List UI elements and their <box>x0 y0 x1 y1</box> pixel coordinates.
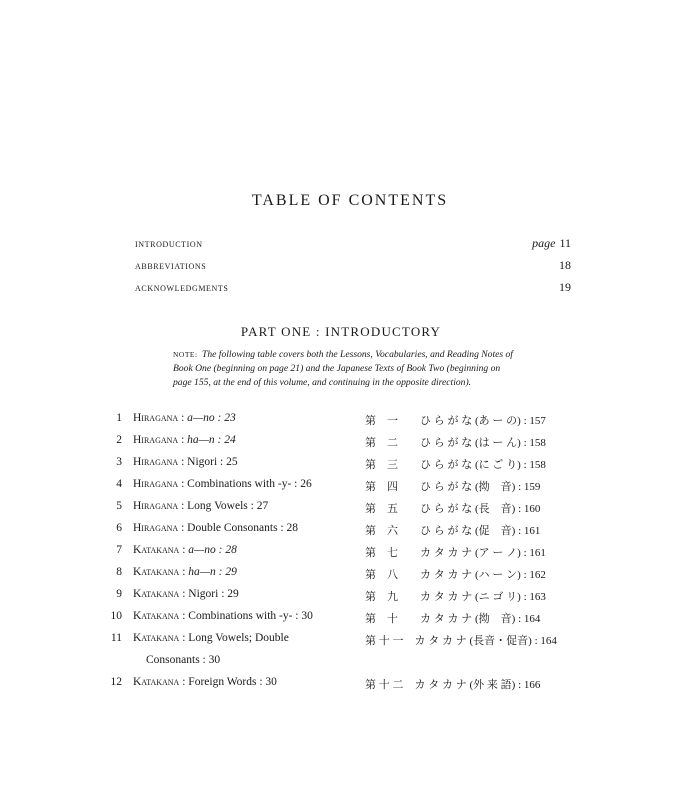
lesson-title <box>133 478 312 490</box>
front-matter-page: 18 <box>559 258 571 272</box>
separator: : <box>178 522 188 534</box>
japanese-title: 第 五 ひ ら が な (長 音) : 160 <box>365 503 541 515</box>
script-name: Katakana <box>133 676 180 688</box>
script-name: Katakana <box>133 610 180 622</box>
separator: : <box>178 434 188 446</box>
lesson-topic: a—no : 23 <box>187 412 236 424</box>
contents-row <box>0 632 700 652</box>
front-matter-label: ABBREVIATIONS <box>135 262 207 271</box>
lesson-title <box>133 610 313 622</box>
contents-row <box>0 676 700 696</box>
lesson-topic: Double Consonants : 28 <box>187 522 299 534</box>
page-title: TABLE OF CONTENTS <box>251 192 449 209</box>
japanese-title: 第 十 二 カ タ カ ナ (外 来 語) : 166 <box>365 679 541 691</box>
lesson-number: 2 <box>116 434 122 446</box>
lesson-title <box>133 676 277 688</box>
lesson-topic: ha—n : 24 <box>187 434 236 446</box>
lesson-number: 9 <box>116 588 122 600</box>
note-tag: NOTE: <box>173 350 198 359</box>
contents-row <box>0 566 700 586</box>
lesson-topic: ha—n : 29 <box>188 566 237 578</box>
separator: : <box>179 566 189 578</box>
lesson-title <box>133 544 237 556</box>
lesson-title <box>133 522 298 534</box>
japanese-title: 第 十 カ タ カ ナ (拗 音) : 164 <box>365 613 541 625</box>
front-matter-page <box>532 236 571 251</box>
lesson-title <box>133 566 237 578</box>
contents-row <box>0 500 700 520</box>
contents-row <box>0 434 700 454</box>
japanese-title: 第 一 ひ ら が な (あ ー の) : 157 <box>365 415 546 427</box>
japanese-title: 第 三 ひ ら が な (に ご り) : 158 <box>365 459 546 471</box>
lesson-topic: Nigori : 25 <box>187 456 238 468</box>
separator: : <box>179 632 189 644</box>
japanese-title: 第 十 一 カ タ カ ナ (長音・促音) : 164 <box>365 635 557 647</box>
script-name: Katakana <box>133 588 180 600</box>
script-name: Hiragana <box>133 522 179 534</box>
japanese-title: 第 六 ひ ら が な (促 音) : 161 <box>365 525 541 537</box>
lesson-number: 3 <box>116 456 122 468</box>
script-name: Hiragana <box>133 500 179 512</box>
note-text: The following table covers both the Lessons, Vocabularies, and Reading Notes of Book One (beginning on page 21) and the Japanese Texts of Book Two (beginning on page 155, at the end of this volume, and continuing in the opposite direction). <box>173 349 513 388</box>
script-name: Hiragana <box>133 456 179 468</box>
japanese-title: 第 四 ひ ら が な (拗 音) : 159 <box>365 481 541 493</box>
script-name: Katakana <box>133 566 180 578</box>
script-name: Katakana <box>133 632 180 644</box>
japanese-title: 第 九 カ タ カ ナ (ニ ゴ リ) : 163 <box>365 591 546 603</box>
lesson-topic: Combinations with -y- : 26 <box>187 478 312 490</box>
contents-row <box>0 544 700 564</box>
front-matter-page: 19 <box>559 280 571 294</box>
separator: : <box>178 478 188 490</box>
lesson-number: 5 <box>116 500 122 512</box>
separator: : <box>179 676 189 688</box>
lesson-title <box>133 500 268 512</box>
separator: : <box>178 500 188 512</box>
lesson-topic-continuation: Consonants : 30 <box>146 654 221 666</box>
lesson-topic: Long Vowels : 27 <box>187 500 269 512</box>
separator: : <box>178 456 188 468</box>
separator: : <box>179 544 189 556</box>
japanese-title: 第 二 ひ ら が な (は ー ん) : 158 <box>365 437 546 449</box>
contents-row <box>0 456 700 476</box>
separator: : <box>179 610 189 622</box>
contents-row <box>0 588 700 608</box>
page-prefix: page <box>532 236 556 250</box>
lesson-number: 10 <box>110 610 122 622</box>
page-number: 11 <box>559 236 571 250</box>
contents-row <box>0 478 700 498</box>
japanese-title: 第 七 カ タ カ ナ (ア ー ノ) : 161 <box>365 547 546 559</box>
lesson-number: 7 <box>116 544 122 556</box>
lesson-topic: Nigori : 29 <box>188 588 239 600</box>
script-name: Katakana <box>133 544 180 556</box>
lesson-title <box>133 434 236 446</box>
separator: : <box>178 412 188 424</box>
lesson-number: 11 <box>110 632 122 644</box>
contents-row <box>0 610 700 630</box>
script-name: Hiragana <box>133 478 179 490</box>
part-heading: PART ONE : INTRODUCTORY <box>240 324 442 339</box>
lesson-number: 12 <box>110 676 122 688</box>
note-paragraph <box>173 348 513 389</box>
contents-row <box>0 412 700 432</box>
lesson-title <box>133 412 236 424</box>
script-name: Hiragana <box>133 434 179 446</box>
japanese-title: 第 八 カ タ カ ナ (ハ ー ン) : 162 <box>365 569 546 581</box>
lesson-number: 1 <box>116 412 122 424</box>
script-name: Hiragana <box>133 412 179 424</box>
lesson-number: 8 <box>116 566 122 578</box>
lesson-topic: Combinations with -y- : 30 <box>188 610 313 622</box>
lesson-title <box>133 632 289 644</box>
lesson-number: 6 <box>116 522 122 534</box>
lesson-title <box>133 588 239 600</box>
lesson-title <box>133 456 238 468</box>
front-matter-label: INTRODUCTION <box>135 240 203 249</box>
lesson-topic: Foreign Words : 30 <box>188 676 277 688</box>
lesson-topic: a—no : 28 <box>188 544 237 556</box>
contents-row <box>0 522 700 542</box>
separator: : <box>179 588 189 600</box>
lesson-number: 4 <box>116 478 122 490</box>
front-matter-label: ACKNOWLEDGMENTS <box>135 284 229 293</box>
lesson-topic: Long Vowels; Double <box>188 632 289 644</box>
